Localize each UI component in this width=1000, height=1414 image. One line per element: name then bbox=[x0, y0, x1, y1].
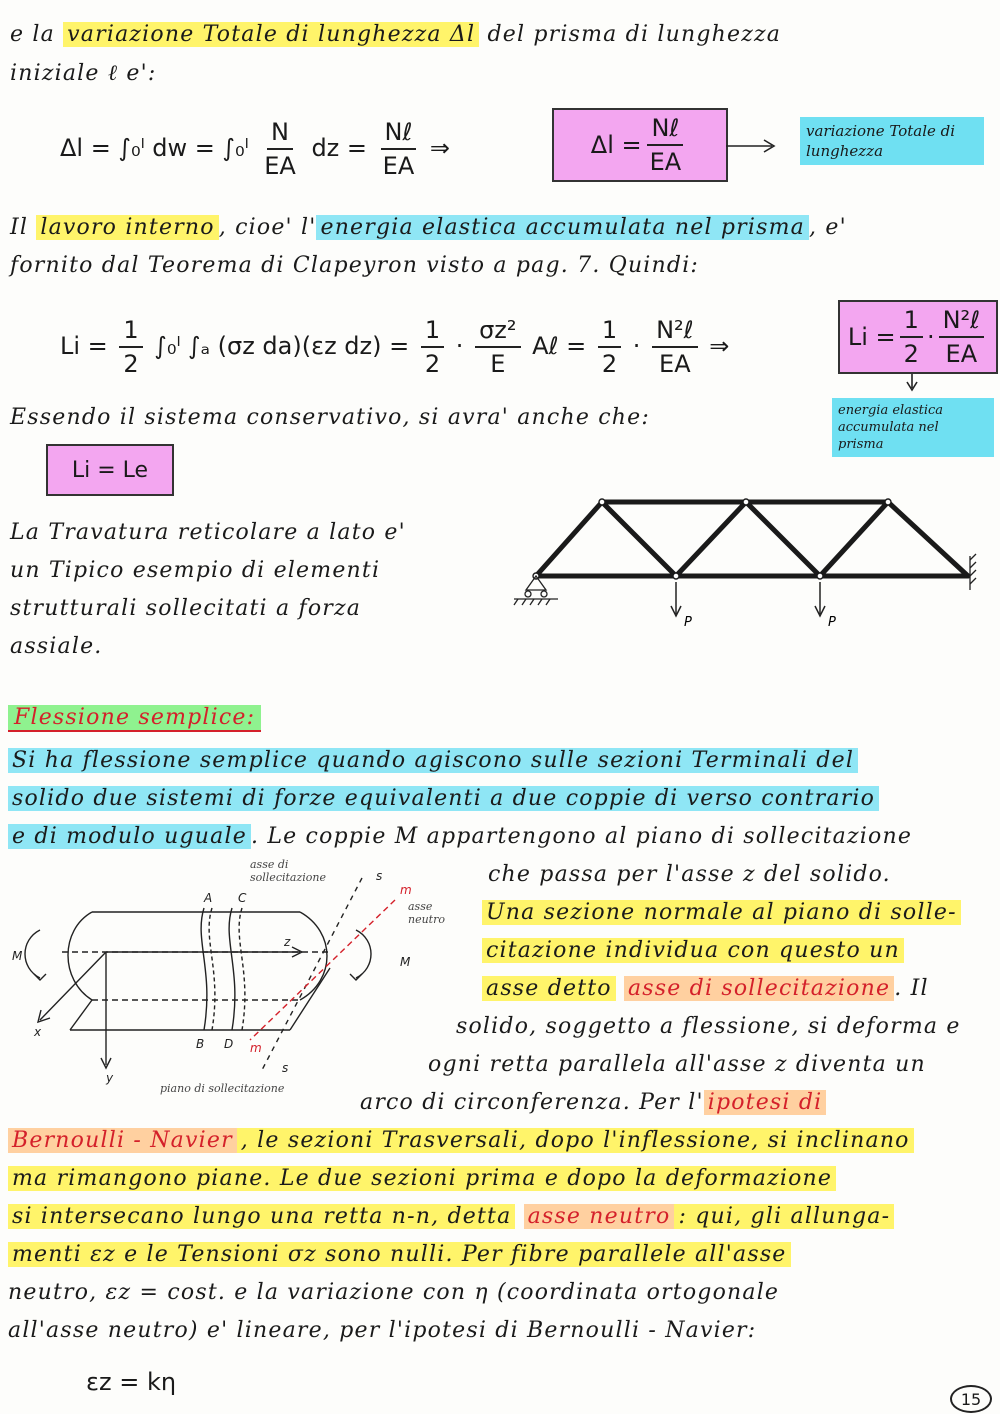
boxed-lavoro: Li = $\frac{1}{2}$ · $\frac{\text{N²ℓ}}{EA}$ bbox=[838, 300, 998, 374]
equation-delta-l: Δl = ∫₀ˡ dw = ∫₀ˡ $\frac{N}{EA}$ dz = $\frac{\text{Nℓ}}{EA}$ ⇒ bbox=[60, 118, 450, 180]
point-label-a: A bbox=[204, 891, 213, 905]
truss-text-1: La Travatura reticolare a lato e' bbox=[10, 520, 406, 545]
beam-diagram bbox=[0, 850, 470, 1110]
axis-m-bottom: m bbox=[250, 1041, 262, 1055]
equation-lavoro: Li = $\frac{1}{2}$ ∫₀ˡ ∫ₐ (σz da)(εz dz) = $\frac{1}{2}$ · $\frac{\text{σz²}}{E}$ Aℓ = $\frac{1}{2}$ · $\frac{\text{N²ℓ}}{EA}$ ⇒ bbox=[60, 316, 730, 378]
para-line-1: Si ha flessione semplice quando agiscono sulle sezioni Terminali del bbox=[8, 748, 858, 773]
beam-right-end bbox=[300, 912, 327, 1000]
highlight-energia: energia elastica accumulata nel prisma bbox=[316, 215, 809, 240]
axis-s-top: s bbox=[376, 869, 383, 883]
neutral-axis-line bbox=[250, 900, 395, 1040]
roller-support-icon bbox=[514, 576, 558, 605]
axis-x-label: x bbox=[34, 1025, 42, 1039]
point-label-d: D bbox=[224, 1037, 234, 1051]
moment-arrow-right bbox=[356, 930, 371, 978]
para-line-13: si intersecano lungo una retta n-n, detta asse neutro : qui, gli allunga- bbox=[8, 1204, 894, 1229]
moment-label-left: M bbox=[12, 949, 23, 963]
text-line-4: fornito dal Teorema di Clapeyron visto a pag. 7. Quindi: bbox=[10, 253, 700, 278]
para-line-9: ogni retta parallela all'asse z diventa un bbox=[428, 1052, 926, 1077]
equation-epsilon: εz = kη bbox=[86, 1368, 177, 1396]
axis-s-bottom: s bbox=[282, 1061, 289, 1075]
text-line-1: e la variazione Totale di lunghezza Δl del prisma di lunghezza bbox=[10, 22, 782, 47]
highlight-asse-sollecitazione: asse di sollecitazione bbox=[624, 976, 894, 1001]
truss-text-2: un Tipico esempio di elementi bbox=[10, 558, 381, 583]
para-line-4: che passa per l'asse z del solido. bbox=[488, 862, 891, 887]
para-line-6: citazione individua con questo un bbox=[482, 938, 904, 963]
para-line-12: ma rimangono piane. Le due sezioni prima e dopo la deformazione bbox=[8, 1166, 836, 1191]
moment-arrow-left bbox=[25, 930, 40, 978]
text-line-2: iniziale ℓ e': bbox=[10, 61, 157, 86]
load-label-2: P bbox=[828, 615, 836, 630]
axis-m-top: m bbox=[400, 883, 412, 897]
axis-y-label: y bbox=[106, 1071, 114, 1085]
highlight-bernoulli: Bernoulli - Navier bbox=[8, 1128, 237, 1153]
axis-z-label: z bbox=[284, 935, 291, 949]
text-line-5: Essendo il sistema conservativo, si avra' anche che: bbox=[10, 405, 650, 430]
para-line-16: all'asse neutro) e' lineare, per l'ipotesi di Bernoulli - Navier: bbox=[8, 1318, 757, 1343]
para-line-5: Una sezione normale al piano di solle- bbox=[482, 900, 961, 925]
label-piano-sollecitazione: piano di sollecitazione bbox=[160, 1082, 285, 1095]
truss-text-3: strutturali sollecitati a forza bbox=[10, 596, 362, 621]
highlight-ipotesi: ipotesi di bbox=[704, 1090, 827, 1115]
highlight-asse-neutro: asse neutro bbox=[524, 1204, 675, 1229]
label-asse-sollecitazione: asse di sollecitazione bbox=[250, 858, 327, 884]
point-label-b: B bbox=[196, 1037, 205, 1051]
note-variazione: variazione Totale di lunghezza bbox=[800, 117, 984, 165]
page-number: 15 bbox=[950, 1385, 992, 1413]
boxed-li-le: Li = Le bbox=[46, 444, 174, 496]
para-line-10: arco di circonferenza. Per l' ipotesi di bbox=[360, 1090, 826, 1115]
note-energia: energia elastica accumulata nel prisma bbox=[832, 398, 994, 457]
point-label-c: C bbox=[238, 891, 247, 905]
para-line-3: e di modulo uguale . Le coppie M appartengono al piano di sollecitazione bbox=[8, 824, 912, 849]
truss-diagram bbox=[500, 490, 970, 640]
para-line-7: asse detto asse di sollecitazione . Il bbox=[482, 976, 929, 1001]
truss-text-4: assiale. bbox=[10, 634, 103, 659]
label-asse-neutro: asse neutro bbox=[408, 900, 445, 926]
para-line-11: Bernoulli - Navier , le sezioni Trasversali, dopo l'inflessione, si inclinano bbox=[8, 1128, 914, 1153]
section-heading: Flessione semplice: bbox=[8, 705, 261, 732]
para-line-15: neutro, εz = cost. e la variazione con η (coordinata ortogonale bbox=[8, 1280, 780, 1305]
para-line-14: menti εz e le Tensioni σz sono nulli. Per fibre parallele all'asse bbox=[8, 1242, 791, 1267]
highlight-variazione: variazione Totale di lunghezza Δl bbox=[63, 22, 479, 47]
moment-label-right: M bbox=[400, 955, 411, 969]
fixed-support-icon bbox=[970, 554, 976, 590]
para-line-8: solido, soggetto a flessione, si deforma e bbox=[456, 1014, 961, 1039]
para-line-2: solido due sistemi di forze equivalenti a due coppie di verso contrario bbox=[8, 786, 879, 811]
load-label-1: P bbox=[684, 615, 692, 630]
highlight-lavoro-interno: lavoro interno bbox=[36, 215, 218, 240]
boxed-delta-l: Δl = $\frac{\text{Nℓ}}{EA}$ bbox=[552, 108, 728, 182]
text-line-3: Il lavoro interno , cioe' l' energia elastica accumulata nel prisma , e' bbox=[10, 215, 847, 240]
